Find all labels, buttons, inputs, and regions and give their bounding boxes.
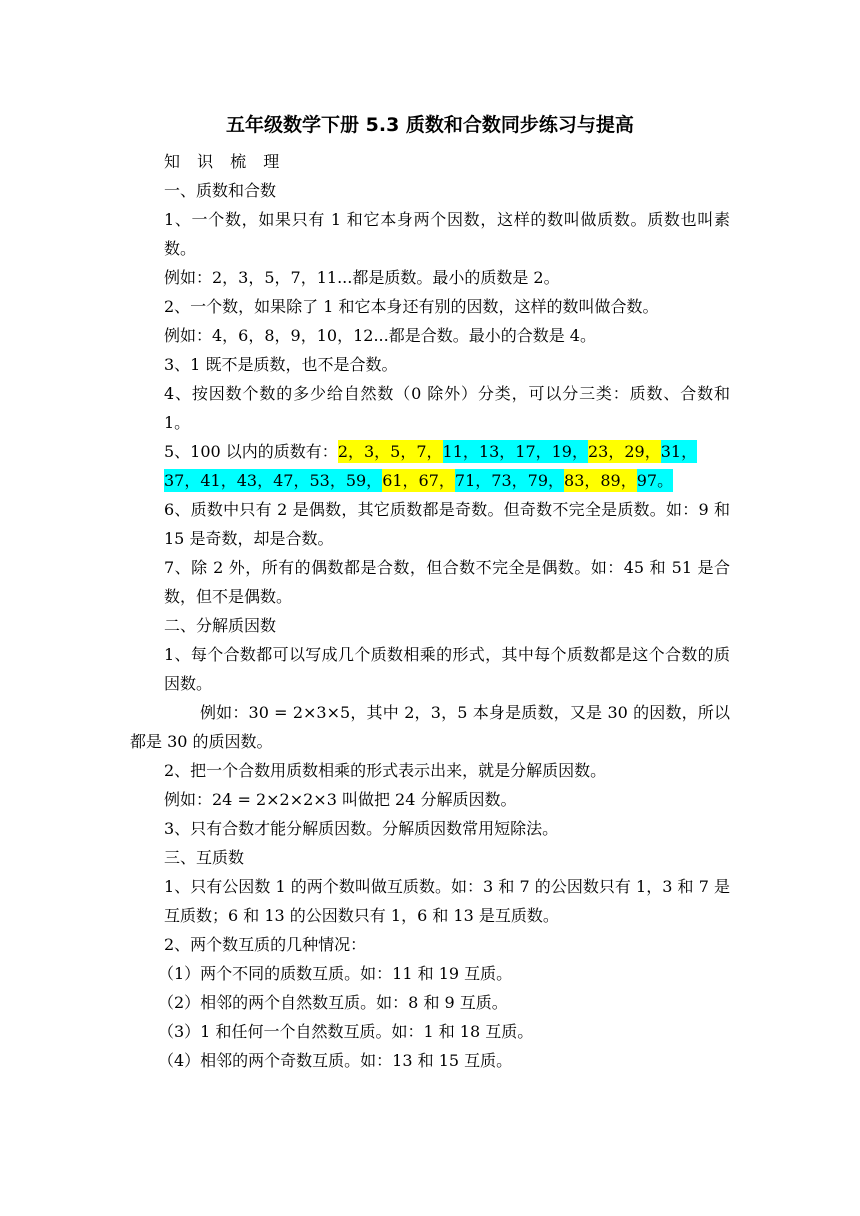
prime-group: 97。 — [636, 471, 674, 490]
s2-paragraph-3: 3、只有合数才能分解质因数。分解质因数常用短除法。 — [164, 819, 559, 838]
s3-case-2: （2）相邻的两个自然数互质。如：8 和 9 互质。 — [158, 993, 508, 1012]
prime-group: 71，73，79， — [454, 471, 565, 490]
prime-group: 61，67， — [382, 471, 455, 490]
prime-group: 23，29， — [588, 442, 661, 461]
document-title: 五年级数学下册 5.3 质数和合数同步练习与提高 — [226, 114, 634, 136]
s3-case-1: （1）两个不同的质数互质。如：11 和 19 互质。 — [158, 964, 513, 983]
s1-paragraph-2: 2、一个数，如果除了 1 和它本身还有别的因数，这样的数叫做合数。 — [164, 297, 659, 316]
document-body — [130, 147, 730, 1075]
s2-paragraph-1: 1、每个合数都可以写成几个质数相乘的形式，其中每个质数都是这个合数的质因数。 — [164, 645, 730, 693]
section-2-heading: 二、分解质因数 — [164, 616, 277, 635]
s1-paragraph-1: 1、一个数，如果只有 1 和它本身两个因数，这样的数叫做质数。质数也叫素数。 — [164, 210, 730, 258]
s3-paragraph-1: 1、只有公因数 1 的两个数叫做互质数。如：3 和 7 的公因数只有 1，3 和 7 是互质数；6 和 13 的公因数只有 1，6 和 13 是互质数。 — [164, 877, 730, 925]
prime-group: 11，13，17，19， — [442, 442, 588, 461]
prime-group: 31，37，41，43，47， — [164, 442, 698, 490]
prime-group: 2，3，5，7， — [337, 442, 443, 461]
intro-heading: 知 识 梳 理 — [164, 152, 286, 171]
prime-group: 83，89， — [564, 471, 637, 490]
s1-example-1: 例如：2，3，5，7，11...都是质数。最小的质数是 2。 — [164, 268, 560, 287]
s3-case-4: （4）相邻的两个奇数互质。如：13 和 15 互质。 — [158, 1051, 513, 1070]
s3-paragraph-2: 2、两个数互质的几种情况： — [164, 935, 367, 954]
section-3-heading: 三、互质数 — [164, 848, 245, 867]
s1-paragraph-7: 7、除 2 外，所有的偶数都是合数，但合数不完全是偶数。如：45 和 51 是合数，但不是偶数。 — [164, 558, 730, 606]
s1-paragraph-4: 4、按因数个数的多少给自然数（0 除外）分类，可以分三类：质数、合数和 1。 — [164, 384, 730, 432]
s2-example-1: 例如：30 = 2×3×5，其中 2，3，5 本身是质数，又是 30 的因数，所以都是 30 的质因数。 — [130, 703, 730, 751]
s1-paragraph-6: 6、质数中只有 2 是偶数，其它质数都是奇数。但奇数不完全是质数。如：9 和 15 是奇数，却是合数。 — [164, 500, 730, 548]
s1-paragraph-5-primes — [130, 437, 730, 495]
prime-group: 53，59， — [309, 471, 383, 490]
s1-paragraph-3: 3、1 既不是质数，也不是合数。 — [164, 355, 398, 374]
section-1-heading: 一、质数和合数 — [164, 181, 277, 200]
s1-example-2: 例如：4，6，8，9，10，12...都是合数。最小的合数是 4。 — [164, 326, 596, 345]
s2-example-2: 例如：24 = 2×2×2×3 叫做把 24 分解质因数。 — [164, 790, 517, 809]
s3-case-3: （3）1 和任何一个自然数互质。如：1 和 18 互质。 — [158, 1022, 534, 1041]
primes-prefix: 5、100 以内的质数有： — [164, 442, 338, 461]
s2-paragraph-2: 2、把一个合数用质数相乘的形式表示出来，就是分解质因数。 — [164, 761, 607, 780]
